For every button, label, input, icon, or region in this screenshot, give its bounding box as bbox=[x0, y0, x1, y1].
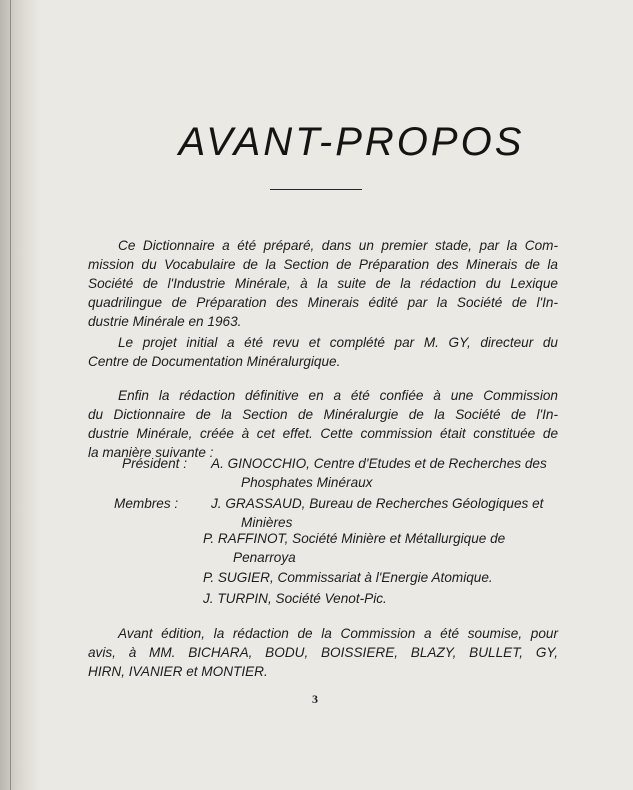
page-number: 3 bbox=[312, 692, 318, 706]
paragraph-line: la manière suivante : bbox=[88, 445, 214, 460]
paragraph-line: du Dictionnaire de la Section de Minéralurgie de la Société de l'In- bbox=[88, 407, 558, 422]
paragraph-line: quadrilingue de Préparation des Minerais édité par la Société de l'In- bbox=[88, 295, 558, 310]
paragraph-line: Ce Dictionnaire a été préparé, dans un premier stade, par la Com- bbox=[118, 238, 558, 253]
paragraph-line: mission du Vocabulaire de la Section de Préparation des Minerais de la bbox=[88, 257, 558, 272]
paragraph-line: Société de l'Industrie Minérale, à la suite de la rédaction du Lexique bbox=[88, 276, 558, 291]
paragraph-line: Centre de Documentation Minéralurgique. bbox=[88, 354, 341, 369]
paragraph-line: Le projet initial a été revu et complété par M. GY, directeur du bbox=[118, 335, 558, 350]
member-line: Phosphates Minéraux bbox=[241, 475, 373, 490]
member-line: J. TURPIN, Société Venot-Pic. bbox=[203, 591, 387, 606]
paragraph-line: avis, à MM. BICHARA, BODU, BOISSIERE, BLAZY, BULLET, GY, bbox=[88, 645, 558, 660]
members-label: Membres : bbox=[114, 496, 179, 511]
member-line: P. RAFFINOT, Société Minière et Métallurgique de bbox=[203, 531, 506, 546]
paragraph-line: dustrie Minérale en 1963. bbox=[88, 314, 242, 329]
title-underline-rule bbox=[270, 189, 362, 190]
member-line: A. GINOCCHIO, Centre d'Etudes et de Recherches des bbox=[211, 456, 547, 471]
member-entry bbox=[203, 529, 558, 567]
paragraph-line: Avant édition, la rédaction de la Commission a été soumise, pour bbox=[118, 626, 558, 641]
paragraph-3 bbox=[88, 386, 558, 462]
member-line: J. GRASSAUD, Bureau de Recherches Géologiques et bbox=[211, 496, 544, 511]
page-edge-line bbox=[10, 0, 11, 790]
member-line: P. SUGIER, Commissariat à l'Energie Atomique. bbox=[203, 570, 493, 585]
paragraph-line: HIRN, IVANIER et MONTIER. bbox=[88, 664, 268, 679]
member-line: Minières bbox=[241, 515, 293, 530]
paragraph-4 bbox=[88, 624, 558, 681]
member-line: Penarroya bbox=[233, 550, 296, 565]
paragraph-1 bbox=[88, 236, 558, 331]
book-page bbox=[40, 0, 633, 790]
president-entry bbox=[211, 454, 558, 492]
president-label: Président : bbox=[122, 456, 187, 471]
paragraph-line: dustrie Minérale, créée à cet effet. Cette commission était constituée de bbox=[88, 426, 558, 441]
paragraph-line: Enfin la rédaction définitive en a été confiée à une Commission bbox=[118, 388, 558, 403]
member-entry bbox=[203, 568, 558, 587]
member-entry bbox=[211, 494, 558, 532]
paragraph-2 bbox=[88, 333, 558, 371]
member-entry bbox=[203, 589, 558, 608]
book-spine-shadow bbox=[0, 0, 40, 790]
page-title: AVANT-PROPOS bbox=[178, 120, 525, 164]
